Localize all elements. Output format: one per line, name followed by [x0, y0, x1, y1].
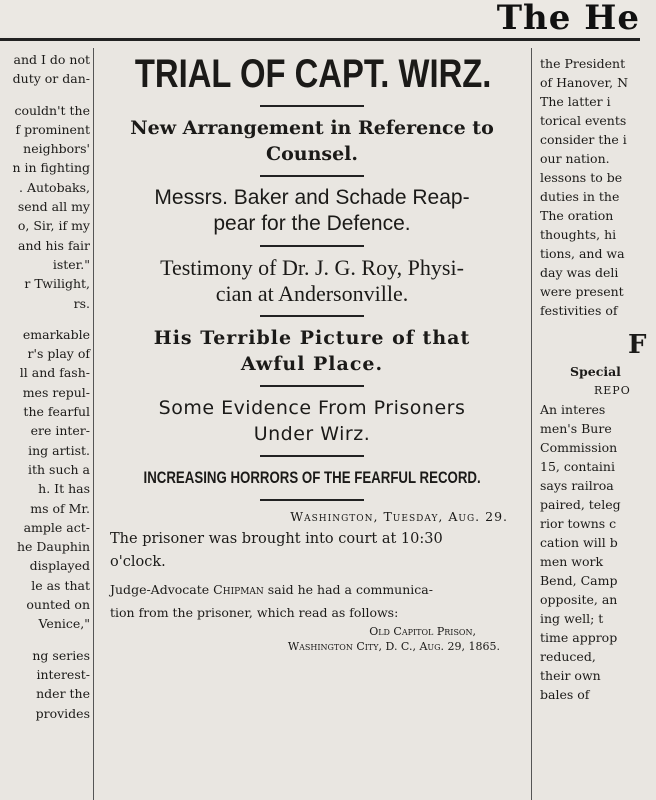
column-line — [0, 313, 92, 325]
column-divider-left — [93, 48, 94, 800]
column-line: rior towns c — [540, 516, 617, 531]
letter-heading: Washington City, D. C., Aug. 29, 1865. — [287, 640, 500, 653]
column-line: he Dauphin — [16, 539, 90, 555]
column-line: the fearful — [23, 404, 90, 420]
divider-rule — [260, 385, 364, 387]
body-text: Judge-Advocate — [110, 582, 210, 597]
column-line: displayed — [29, 558, 90, 574]
deck-line: Some Evidence From Prisoners — [158, 397, 466, 419]
column-divider-right — [531, 48, 532, 800]
column-line: men work — [540, 554, 604, 569]
body-text: said he had a communica- — [267, 582, 433, 597]
column-line: neighbors' — [23, 141, 90, 157]
column-line: and I do not — [13, 52, 90, 67]
column-line: were present — [540, 284, 624, 299]
masthead — [0, 0, 640, 36]
deck-defence — [104, 185, 520, 237]
column-line: Venice," — [38, 616, 90, 632]
deck-line: Counsel. — [265, 143, 359, 165]
column-line: ing well; t — [540, 611, 604, 626]
column-line: torical events — [540, 113, 627, 128]
column-line — [0, 89, 92, 101]
deck-counsel — [104, 115, 520, 167]
section-subhead: Special — [570, 364, 621, 379]
column-line: and his fair — [18, 237, 90, 253]
body-paragraph — [110, 578, 522, 624]
column-line: n in fighting — [12, 160, 90, 176]
column-line: duties in the — [540, 189, 620, 204]
divider-rule — [260, 499, 364, 501]
divider-rule — [260, 175, 364, 177]
column-line: ere inter- — [30, 423, 90, 439]
column-line: of Hanover, N — [540, 75, 629, 90]
column-line: consider the i — [540, 132, 627, 147]
person-name: Chipman — [213, 582, 264, 597]
article — [96, 46, 528, 800]
deck-terrible-picture — [104, 325, 520, 377]
divider-rule — [260, 245, 364, 247]
column-line: An interes — [540, 402, 606, 417]
column-line: ith such a — [28, 461, 90, 477]
column-line: time approp — [540, 630, 618, 645]
column-line: paired, teleg — [540, 497, 621, 512]
column-line: the President — [540, 56, 626, 71]
deck-line: Testimony of Dr. J. G. Roy, Physi- — [160, 255, 464, 280]
column-line: f prominent — [15, 121, 90, 137]
deck-line: His Terrible Picture of that — [153, 327, 471, 349]
column-line: reduced, — [540, 649, 596, 664]
column-line: Bend, Camp — [540, 573, 618, 588]
column-line: The latter i — [540, 94, 611, 109]
column-line: ms of Mr. — [30, 500, 90, 516]
left-column-text — [0, 50, 92, 800]
column-line: emarkable — [22, 326, 90, 342]
column-line: bales of — [540, 687, 590, 702]
column-line: duty or dan- — [12, 71, 90, 87]
column-line: thoughts, hi — [540, 227, 617, 242]
divider-rule — [260, 105, 364, 107]
column-line: ounted on — [26, 597, 90, 613]
masthead-rule — [0, 38, 640, 41]
body-line — [110, 578, 522, 601]
section-initial: F — [628, 330, 647, 360]
column-line: interest- — [36, 666, 90, 682]
column-line: r's play of — [27, 346, 90, 362]
dateline: Washington, Tuesday, Aug. 29. — [290, 509, 508, 524]
column-line: their own — [540, 668, 601, 683]
divider-rule — [260, 455, 364, 457]
divider-rule — [260, 315, 364, 317]
column-line: nder the — [36, 686, 90, 702]
column-line: send all my — [17, 199, 90, 215]
deck-line: Awful Place. — [240, 353, 384, 375]
deck-line: pear for the Defence. — [213, 212, 411, 235]
column-line: ing artist. — [28, 442, 90, 458]
deck-increasing-horrors: INCREASING HORRORS OF THE FEARFUL RECORD. — [143, 468, 481, 487]
column-line: provides — [35, 705, 90, 721]
column-line: our nation. — [540, 151, 610, 166]
column-line: The oration — [540, 208, 614, 223]
column-line: festivities of — [540, 303, 618, 318]
column-line: mes repul- — [22, 384, 90, 400]
column-line: le as that — [31, 577, 90, 593]
column-line: ample act- — [23, 519, 90, 535]
masthead-title: The He — [496, 0, 640, 38]
column-line: day was deli — [540, 265, 619, 280]
column-line: couldn't the — [14, 102, 90, 118]
report-heading: REPO — [594, 384, 631, 397]
column-line: r Twilight, — [24, 276, 90, 292]
column-line: lessons to be — [540, 170, 623, 185]
column-line: 15, containi — [540, 459, 615, 474]
column-line: ll and fash- — [19, 365, 90, 381]
column-line: ng series — [32, 647, 90, 663]
column-line: opposite, an — [540, 592, 618, 607]
body-line: tion from the prisoner, which read as follows: — [110, 605, 399, 620]
column-line: . Autobaks, — [19, 179, 90, 195]
column-line: men's Bure — [540, 421, 612, 436]
right-column-text — [536, 54, 656, 800]
deck-line: cian at Andersonville. — [215, 281, 409, 306]
column-line: h. It has — [38, 481, 90, 497]
body-line: o'clock. — [110, 554, 166, 570]
deck-line: New Arrangement in Reference to — [130, 117, 494, 139]
article-headline: TRIAL OF CAPT. WIRZ. — [134, 52, 492, 96]
column-line: Commission — [540, 440, 618, 455]
column-line: cation will b — [540, 535, 618, 550]
column-line: says railroa — [540, 478, 614, 493]
deck-evidence — [104, 395, 520, 447]
body-line: The prisoner was brought into court at 10:30 — [110, 531, 443, 547]
column-line: o, Sir, if my — [17, 218, 90, 234]
column-line: rs. — [73, 295, 90, 311]
column-line — [0, 634, 92, 646]
column-line: ister." — [52, 256, 90, 272]
deck-line: Under Wirz. — [253, 423, 371, 445]
column-line: tions, and wa — [540, 246, 625, 261]
letter-heading: Old Capitol Prison, — [369, 625, 476, 638]
deck-line: Messrs. Baker and Schade Reap- — [154, 186, 470, 209]
body-paragraph — [110, 528, 522, 574]
deck-testimony — [104, 255, 520, 307]
